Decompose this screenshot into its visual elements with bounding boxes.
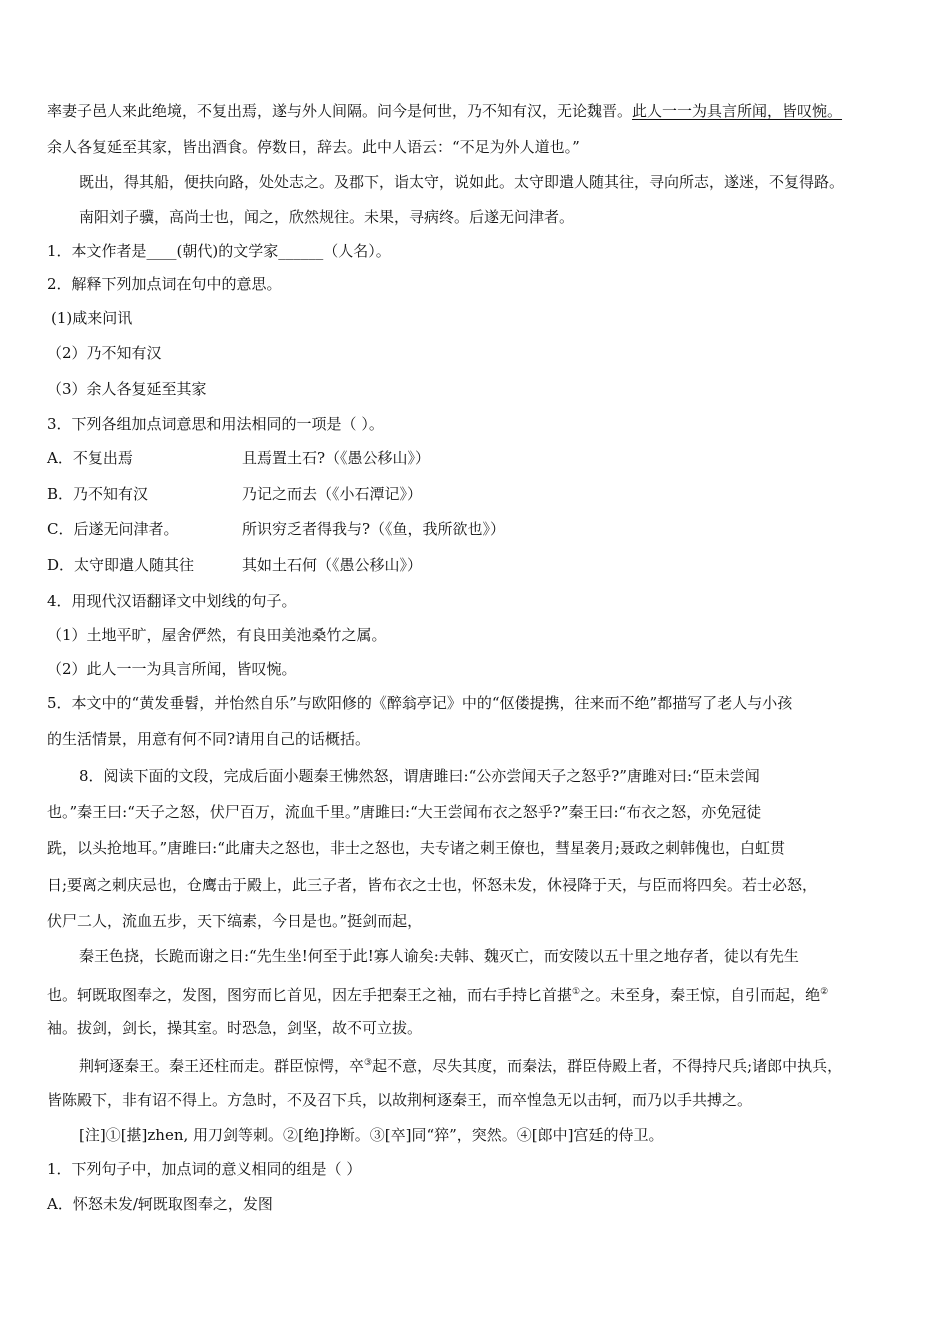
option-a-left: A．不复出焉 (47, 449, 133, 467)
option-row-d (47, 555, 917, 575)
passage1-line1 (47, 101, 842, 121)
passage2-note: [注]①[揕]zhen, 用刀剑等刺。②[绝]挣断。③[卒]同“猝”，突然。④[郎中]宫廷的侍卫。 (79, 1126, 664, 1144)
passage2-p3-line2: 皆陈殿下，非有诏不得上。方急时，不及召下兵，以故荆柯逐秦王，而卒惶急无以击轲，而乃以手共搏之。 (47, 1091, 753, 1109)
passage2-p1-line3: 跣，以头抢地耳。”唐雎曰:“此庸夫之怒也，非士之怒也，夫专诸之刺王僚也，彗星袭月;聂政之刺韩傀也，白虹贯 (47, 839, 785, 857)
question-2-item-1: (1)咸来问讯 (51, 309, 133, 327)
option-d-right: 其如土石何（《愚公移山》） (242, 556, 423, 574)
question-2-item-3: （3）余人各复延至其家 (47, 380, 207, 398)
question-4: 4．用现代汉语翻译文中划线的句子。 (47, 592, 297, 610)
question-4-item-2: （2）此人一一为具言所闻，皆叹惋。 (47, 660, 297, 678)
question2-1-option-a: A．怀怒未发/轲既取图奉之，发图 (47, 1195, 273, 1213)
option-row-c (47, 519, 917, 539)
passage1-line1-text: 率妻子邑人来此绝境，不复出焉，遂与外人间隔。问今是何世，乃不知有汉，无论魏晋。 (47, 102, 633, 120)
passage2-p1-line1: 8．阅读下面的文段，完成后面小题秦王怫然怒，谓唐雎曰:“公亦尝闻天子之怒乎?”唐雎对曰:“臣未尝闻 (79, 767, 760, 785)
option-row-b (47, 484, 917, 504)
footnote-marker-2: ② (820, 987, 829, 997)
question-5-line1: 5．本文中的“黄发垂髫，并怡然自乐”与欧阳修的《醉翁亭记》中的“伛偻提携，往来而不绝”都描写了老人与小孩 (47, 694, 793, 712)
option-b-right: 乃记之而去（《小石潭记》） (242, 485, 423, 503)
passage1-line3: 既出，得其船，便扶向路，处处志之。及郡下，诣太守，说如此。太守即遣人随其往，寻向所志，遂迷，不复得路。 (79, 173, 845, 191)
question2-1: 1．下列句子中，加点词的意义相同的组是（ ） (47, 1160, 362, 1178)
question-5-line2: 的生活情景，用意有何不同?请用自己的话概括。 (47, 730, 371, 748)
passage2-p1-line5: 伏尸二人，流血五步，天下缟素，今日是也。”挺剑而起， (47, 912, 423, 930)
passage2-p3-line1-c: 起不意，尽失其度，而秦法，群臣侍殿上者，不得持尺兵;诸郎中执兵， (372, 1057, 843, 1075)
passage1-line2: 余人各复延至其家，皆出酒食。停数日，辞去。此中人语云：“不足为外人道也。” (47, 138, 580, 156)
option-row-a (47, 448, 917, 468)
option-c-left: C．后遂无问津者。 (47, 520, 179, 538)
question-2-item-2: （2）乃不知有汉 (47, 344, 162, 362)
question-2: 2．解释下列加点词在句中的意思。 (47, 275, 282, 293)
passage1-line4: 南阳刘子骥，高尚士也，闻之，欣然规往。未果，寻病终。后遂无问津者。 (79, 208, 575, 226)
question-3: 3．下列各组加点词意思和用法相同的一项是（ ）。 (47, 415, 384, 433)
option-a-right: 且焉置土石?（《愚公移山》） (242, 449, 431, 467)
passage2-p1-line2: 也。”秦王曰:“天子之怒，伏尸百万，流血千里。”唐雎曰:“大王尝闻布衣之怒乎?”秦王曰:“布衣之怒，亦免冠徒 (47, 803, 762, 821)
underlined-sentence: 此人一一为具言所闻，皆叹惋。 (632, 102, 843, 120)
passage2-p3-line1 (79, 1053, 842, 1076)
option-b-left: B．乃不知有汉 (47, 485, 149, 503)
passage2-p3-line1-a: 荆轲逐秦王。秦王还柱而走。群臣惊愕，卒 (79, 1057, 365, 1075)
question-1: 1．本文作者是____(朝代)的文学家______（人名）。 (47, 242, 391, 260)
passage2-p1-line4: 日;要离之刺庆忌也，仓鹰击于殿上，此三子者，皆布衣之士也，怀怒未发，休祲降于天，与臣而将四矣。若士必怒， (47, 876, 818, 894)
option-d-left: D．太守即遣人随其往 (47, 556, 195, 574)
passage2-p2-line2 (47, 982, 828, 1005)
passage2-p2-line1: 秦王色挠，长跪而谢之日:“先生坐!何至于此!寡人谕矣:夫韩、魏灭亡，而安陵以五十里之地存者，徒以有先生 (79, 947, 799, 965)
footnote-marker-1: ① (572, 987, 581, 997)
option-c-right: 所识穷乏者得我与?（《鱼，我所欲也》） (242, 520, 506, 538)
question-4-item-1: （1）土地平旷，屋舍俨然，有良田美池桑竹之属。 (47, 626, 387, 644)
passage2-p2-line2-c: 之。未至身，秦王惊，自引而起，绝 (580, 986, 821, 1004)
passage2-p2-line2-a: 也。轲既取图奉之，发图，图穷而匕首见，因左手把秦王之袖，而右手持匕首揕 (47, 986, 573, 1004)
footnote-marker-3: ③ (364, 1058, 373, 1068)
passage2-p2-line3: 袖。拔剑，剑长，操其室。时恐急，剑坚，故不可立拔。 (47, 1019, 423, 1037)
